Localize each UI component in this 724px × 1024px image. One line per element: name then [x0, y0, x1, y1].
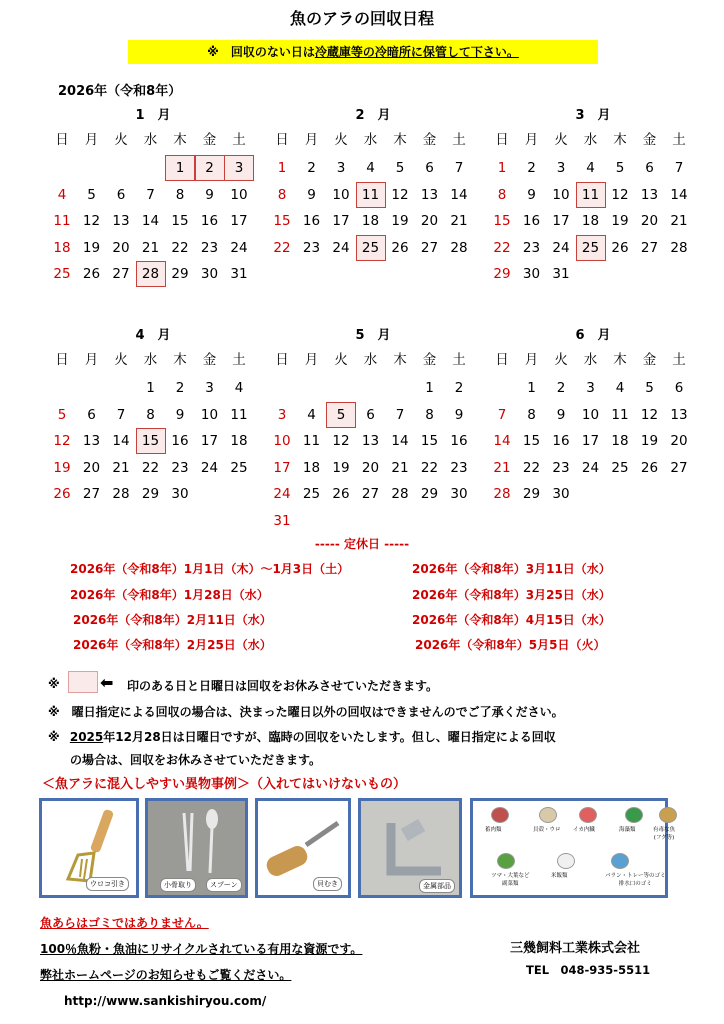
calendar-day: 1 [425, 380, 434, 396]
waste-item-icon [557, 853, 575, 869]
month-title: 6 月 [575, 328, 611, 343]
calendar-day: 30 [552, 486, 570, 502]
closed-day-item: 2026年（令和8年）1月1日（木）～1月3日（土） [70, 562, 350, 576]
calendar-day: 17 [332, 213, 350, 229]
calendar-day: 21 [450, 213, 468, 229]
note-mark: ※ [48, 730, 60, 744]
calendar-day: 19 [391, 213, 409, 229]
waste-item-icon [491, 807, 509, 823]
spoon-tag: スプーン [206, 878, 242, 892]
calendar-day: 25 [577, 236, 605, 260]
kaimuki-tag: 貝むき [313, 877, 342, 891]
calendar-day: 10 [581, 406, 600, 423]
calendar-day: 6 [366, 406, 375, 423]
calendar-day: 17 [200, 433, 219, 449]
calendar-day: 8 [175, 186, 185, 203]
calendar-day: 15 [273, 213, 291, 229]
weekday-header: 金 [642, 132, 657, 148]
note-extra-cont: の場合は、回収をお休みさせていただきます。 [70, 753, 322, 767]
year-label: 2026年（令和8年） [58, 84, 182, 99]
calendar-day: 14 [493, 433, 511, 449]
calendar-day: 25 [302, 486, 321, 502]
calendar-day: 9 [454, 406, 464, 423]
closed-day-item: 2026年（令和8年）3月11日（水） [412, 562, 611, 576]
weekday-header: 月 [524, 132, 539, 148]
calendar-day: 7 [116, 406, 126, 423]
calendar-day: 9 [175, 406, 185, 423]
calendar-day: 11 [230, 406, 248, 423]
calendar-day: 27 [82, 486, 101, 502]
calendar-day: 3 [277, 406, 287, 423]
calendar-day: 10 [200, 406, 219, 423]
calendar-day: 27 [670, 459, 688, 476]
calendar-day: 29 [171, 266, 189, 282]
uroko-tag: ウロコ引き [86, 877, 129, 891]
website-link[interactable]: http://www.sankishiryou.com/ [64, 994, 267, 1008]
calendar-day: 2 [527, 160, 536, 176]
calendar-day: 15 [522, 433, 541, 449]
calendar-day: 3 [586, 380, 595, 396]
calendar-day: 23 [522, 239, 541, 256]
weekday-header: 土 [452, 132, 466, 148]
calendar-day: 13 [82, 433, 101, 449]
notice-prefix: ※ 回収のない日は [207, 45, 315, 59]
calendar-day: 10 [332, 186, 350, 203]
calendar-day: 6 [116, 186, 126, 203]
calendar-day: 29 [420, 486, 439, 502]
calendar-day: 11 [577, 183, 605, 207]
waste-item-label: 海藻類 [619, 827, 636, 833]
calendar-day: 5 [615, 160, 625, 176]
weekday-header: 水 [143, 132, 158, 148]
arrow-icon: ⬅ [100, 673, 114, 692]
calendar-day: 4 [586, 160, 595, 176]
calendar-day: 21 [391, 459, 409, 476]
waste-item-label: 米飯類 [551, 873, 568, 879]
closed-day-item: 2026年（令和8年）2月25日（水） [73, 638, 272, 652]
calendar-day: 4 [234, 380, 244, 396]
weekday-header: 水 [583, 352, 598, 368]
weekday-header: 火 [114, 132, 128, 148]
calendar-day: 12 [332, 433, 350, 449]
waste-item-icon [539, 807, 557, 823]
calendar-day: 18 [230, 433, 248, 449]
waste-item-label: 有毒な魚 (フグ等) [653, 827, 676, 841]
calendar-day: 26 [391, 239, 409, 256]
calendar-day: 28 [391, 486, 409, 502]
calendar-day: 4 [615, 380, 625, 396]
weekday-header: 木 [173, 352, 187, 368]
calendar-day: 24 [200, 459, 219, 476]
calendar-day: 8 [527, 406, 536, 423]
note-mark: ※ [48, 677, 60, 691]
calendar-day: 7 [395, 406, 405, 423]
calendar-day: 4 [307, 406, 316, 423]
calendar-day: 1 [166, 156, 194, 180]
weekday-header: 金 [202, 132, 217, 148]
calendar-day: 28 [493, 486, 511, 502]
closed-day-item: 2026年（令和8年）3月25日（水） [412, 588, 611, 602]
calendar-day: 23 [171, 459, 189, 476]
calendar-day: 29 [522, 486, 541, 502]
calendar-day: 20 [420, 213, 439, 229]
note-closed: 印のある日と日曜日は回収をお休みさせていただきます。 [127, 679, 439, 693]
calendar-day: 13 [640, 186, 659, 203]
calendar-day: 20 [82, 459, 101, 476]
calendar-day: 23 [450, 459, 468, 476]
calendar-day: 23 [302, 239, 321, 256]
kobone-image [145, 798, 248, 898]
calendar-day: 16 [552, 433, 570, 449]
kinzoku-tag: 金属部品 [419, 879, 455, 893]
month-title: 5 月 [355, 328, 391, 343]
calendar-day: 15 [420, 433, 439, 449]
calendar-day: 25 [611, 459, 629, 476]
calendar-day: 14 [391, 433, 409, 449]
calendar-day: 28 [112, 486, 130, 502]
weekday-header: 金 [202, 352, 217, 368]
weekday-header: 日 [275, 132, 289, 148]
calendar-day: 20 [670, 433, 688, 449]
weekday-header: 木 [613, 352, 627, 368]
calendar-day: 3 [205, 380, 214, 396]
waste-item-label: 蓄肉類 [485, 827, 502, 833]
calendar-day: 3 [556, 160, 566, 176]
calendar-day: 16 [171, 433, 189, 449]
calendar-day: 22 [522, 459, 541, 476]
weekday-header: 金 [642, 352, 657, 368]
calendar-day: 24 [230, 239, 248, 256]
calendar-day: 12 [640, 406, 659, 423]
calendar-day: 8 [146, 406, 155, 423]
calendar-day: 14 [670, 186, 688, 203]
calendar-day: 1 [146, 380, 155, 396]
calendar-day: 7 [497, 406, 507, 423]
calendar-day: 22 [493, 239, 511, 256]
weekday-header: 火 [114, 352, 128, 368]
calendar-day: 30 [171, 486, 189, 502]
weekday-header: 水 [143, 352, 158, 368]
month-title: 2 月 [355, 108, 391, 123]
calendar-day: 23 [552, 459, 570, 476]
weekday-header: 月 [84, 132, 99, 148]
weekday-header: 金 [422, 132, 437, 148]
calendar-day: 31 [230, 266, 248, 282]
calendar-day: 16 [522, 213, 541, 229]
calendar-day: 17 [230, 213, 248, 229]
calendar-day: 22 [420, 459, 439, 476]
weekday-header: 火 [334, 132, 348, 148]
weekday-header: 土 [672, 132, 686, 148]
calendar-day: 23 [200, 239, 219, 256]
weekday-header: 月 [84, 352, 99, 368]
calendar-day: 19 [53, 459, 71, 476]
weekday-header: 月 [304, 132, 319, 148]
weekday-header: 木 [393, 132, 407, 148]
calendar-day: 1 [277, 160, 287, 176]
calendar-day: 27 [420, 239, 439, 256]
notice-underlined: 冷蔵庫等の冷暗所に保管して下さい。 [314, 45, 519, 59]
calendar-day: 10 [230, 186, 248, 203]
weekday-header: 日 [495, 132, 509, 148]
calendar-day: 13 [420, 186, 439, 203]
calendar-day: 10 [273, 433, 291, 449]
calendar-day: 2 [307, 160, 316, 176]
month-title: 4 月 [135, 328, 171, 343]
footer-line3: 弊社ホームページのお知らせもご覧ください。 [40, 968, 292, 982]
calendar-day: 18 [53, 239, 71, 256]
calendar-day: 18 [581, 213, 600, 229]
calendar-day: 17 [273, 459, 291, 476]
calendar-day: 20 [112, 239, 130, 256]
waste-item-icon [579, 807, 597, 823]
weekday-header: 土 [232, 352, 246, 368]
calendar-day: 18 [361, 213, 380, 229]
calendar-day: 13 [112, 213, 130, 229]
weekday-header: 水 [363, 132, 378, 148]
calendar-day: 24 [273, 486, 291, 502]
calendar-day: 30 [200, 266, 219, 282]
weekday-header: 火 [554, 352, 568, 368]
calendar-day: 25 [357, 236, 385, 260]
weekday-header: 土 [232, 132, 246, 148]
kinzoku-image [358, 798, 462, 898]
calendar-day: 14 [450, 186, 468, 203]
calendar-day: 21 [670, 213, 688, 229]
calendar-day: 20 [640, 213, 659, 229]
calendar-day: 12 [53, 433, 71, 449]
waste-item-icon [659, 807, 677, 823]
weekday-header: 水 [363, 352, 378, 368]
calendar-day: 4 [57, 186, 67, 203]
note-extra-text: 年12月28日は日曜日ですが、臨時の回収をいたします。但し、曜日指定による回収 [103, 730, 556, 744]
calendar-day: 15 [493, 213, 511, 229]
calendar-day: 25 [230, 459, 248, 476]
calendar-day: 8 [277, 186, 287, 203]
calendar-day: 31 [552, 266, 570, 282]
calendar-day: 29 [493, 266, 511, 282]
calendar-day: 20 [361, 459, 380, 476]
weekday-header: 木 [173, 132, 187, 148]
calendar-day: 2 [196, 156, 224, 180]
note-year: 2025 [69, 730, 104, 744]
calendar-day: 18 [302, 459, 321, 476]
calendar-day: 14 [141, 213, 160, 229]
calendar-day: 5 [327, 403, 355, 427]
calendar-day: 8 [497, 186, 507, 203]
calendar-day: 16 [302, 213, 321, 229]
month-title: 3 月 [575, 108, 611, 123]
page-title: 魚のアラの回収日程 [289, 9, 434, 28]
weekday-header: 月 [524, 352, 539, 368]
company-name: 三幾飼料工業株式会社 [510, 941, 641, 956]
calendar-day: 24 [552, 239, 570, 256]
calendar-day: 26 [611, 239, 629, 256]
calendar-day: 30 [450, 486, 468, 502]
calendar-day: 28 [450, 239, 468, 256]
storage-notice [128, 40, 598, 64]
calendar-day: 19 [640, 433, 659, 449]
closed-day-item: 2026年（令和8年）5月5日（火） [415, 638, 606, 652]
calendar-day: 10 [552, 186, 570, 203]
calendar-day: 21 [141, 239, 160, 256]
calendar-day: 25 [53, 266, 71, 282]
calendar-day: 5 [645, 380, 654, 396]
calendar-day: 22 [273, 239, 291, 256]
calendar-day: 1 [497, 160, 507, 176]
waste-item-label: イカ内臓 [573, 827, 595, 833]
calendar-day: 31 [273, 512, 291, 529]
calendar-day: 22 [171, 239, 189, 256]
calendar-day: 22 [141, 459, 160, 476]
calendar-day: 5 [87, 186, 96, 203]
calendar-day: 3 [225, 156, 253, 180]
calendar-day: 3 [336, 160, 346, 176]
closed-day-item: 2026年（令和8年）1月28日（水） [70, 588, 269, 602]
weekday-header: 金 [422, 352, 437, 368]
calendar-day: 27 [361, 486, 380, 502]
calendar-day: 13 [670, 406, 688, 423]
calendar-day: 9 [527, 186, 536, 203]
calendar-day: 7 [146, 186, 155, 203]
calendar-day: 16 [200, 213, 219, 229]
weekday-header: 日 [275, 352, 289, 368]
waste-items-image [470, 798, 676, 898]
calendar-day: 2 [556, 380, 566, 396]
calendar-day: 17 [581, 433, 600, 449]
calendar-day: 9 [307, 186, 316, 203]
examples-title: ＜魚アラに混入しやすい異物事例＞（入れてはいけないもの） [42, 777, 407, 792]
month-title: 1 月 [135, 108, 171, 123]
calendar-day: 21 [493, 459, 511, 476]
weekday-header: 日 [55, 352, 69, 368]
calendar-day: 21 [112, 459, 130, 476]
calendar-day: 24 [581, 459, 600, 476]
calendar-day: 6 [674, 380, 684, 396]
weekday-header: 土 [672, 352, 686, 368]
uroko-image [39, 798, 139, 898]
waste-item-label: バラン・トレー等のゴミ 排水口のゴミ [605, 873, 666, 887]
calendar-day: 6 [425, 160, 434, 176]
footer-line2: 100％魚粉・魚油にリサイクルされている有用な資源です。 [40, 942, 363, 956]
calendar-day: 19 [611, 213, 629, 229]
calendar-day: 27 [112, 266, 130, 282]
calendar-day: 4 [366, 160, 375, 176]
waste-item-icon [611, 853, 629, 869]
weekday-header: 木 [613, 132, 627, 148]
company-tel: TEL 048-935-5511 [526, 963, 651, 977]
weekday-header: 木 [393, 352, 407, 368]
calendar-day: 9 [556, 406, 566, 423]
calendar-day: 8 [425, 406, 434, 423]
note-extra [48, 728, 556, 745]
footer-line1: 魚あらはゴミではありません。 [40, 916, 209, 930]
weekday-header: 日 [55, 132, 69, 148]
calendar-day: 15 [171, 213, 189, 229]
calendar-day: 6 [645, 160, 654, 176]
waste-item-label: 貝殻・ウロ [533, 827, 561, 833]
calendar-day: 9 [205, 186, 214, 203]
weekday-header: 火 [334, 352, 348, 368]
calendar-day: 12 [391, 186, 409, 203]
calendar-day: 2 [175, 380, 185, 396]
calendar-day: 7 [674, 160, 684, 176]
calendar-day: 5 [395, 160, 405, 176]
calendar-day: 11 [53, 213, 71, 229]
waste-item-label: ツマ・大葉など 副菜類 [491, 873, 530, 887]
calendar-day: 28 [137, 262, 165, 286]
calendar-day: 19 [332, 459, 350, 476]
calendar-day: 7 [454, 160, 464, 176]
calendar-day: 16 [450, 433, 468, 449]
calendar-day: 27 [640, 239, 659, 256]
calendar-day: 12 [82, 213, 101, 229]
kobone-tag: 小骨取り [160, 878, 196, 892]
weekday-header: 火 [554, 132, 568, 148]
calendar-day: 15 [137, 429, 165, 453]
calendar-day: 28 [670, 239, 688, 256]
calendar-day: 12 [611, 186, 629, 203]
calendar-day: 14 [112, 433, 130, 449]
kaimuki-image [255, 798, 351, 898]
legend-box [68, 671, 98, 693]
weekday-header: 日 [495, 352, 509, 368]
calendar-day: 11 [357, 183, 385, 207]
calendar-day: 17 [552, 213, 570, 229]
calendar-day: 26 [82, 266, 101, 282]
weekday-header: 月 [304, 352, 319, 368]
calendar-day: 26 [640, 459, 659, 476]
weekday-header: 水 [583, 132, 598, 148]
calendar-day: 19 [82, 239, 101, 256]
calendar-day: 24 [332, 239, 350, 256]
calendar-day: 26 [53, 486, 71, 502]
calendar-day: 30 [522, 266, 541, 282]
calendar-day: 1 [527, 380, 536, 396]
calendar-day: 6 [87, 406, 96, 423]
calendar-day: 11 [611, 406, 629, 423]
note-weekday: ※ 曜日指定による回収の場合は、決まった曜日以外の回収はできませんのでご了承ください。 [48, 705, 564, 719]
closed-day-item: 2026年（令和8年）2月11日（水） [73, 613, 272, 627]
calendar-day: 29 [141, 486, 160, 502]
calendar-day: 18 [611, 433, 629, 449]
calendar-day: 11 [302, 433, 321, 449]
weekday-header: 土 [452, 352, 466, 368]
closed-day-item: 2026年（令和8年）4月15日（水） [412, 613, 611, 627]
waste-item-icon [625, 807, 643, 823]
calendar-day: 26 [332, 486, 350, 502]
calendar-day: 5 [57, 406, 67, 423]
closed-days-title: ----- 定休日 ----- [314, 537, 410, 551]
calendar-day: 13 [361, 433, 380, 449]
calendar-day: 2 [454, 380, 464, 396]
waste-item-icon [497, 853, 515, 869]
